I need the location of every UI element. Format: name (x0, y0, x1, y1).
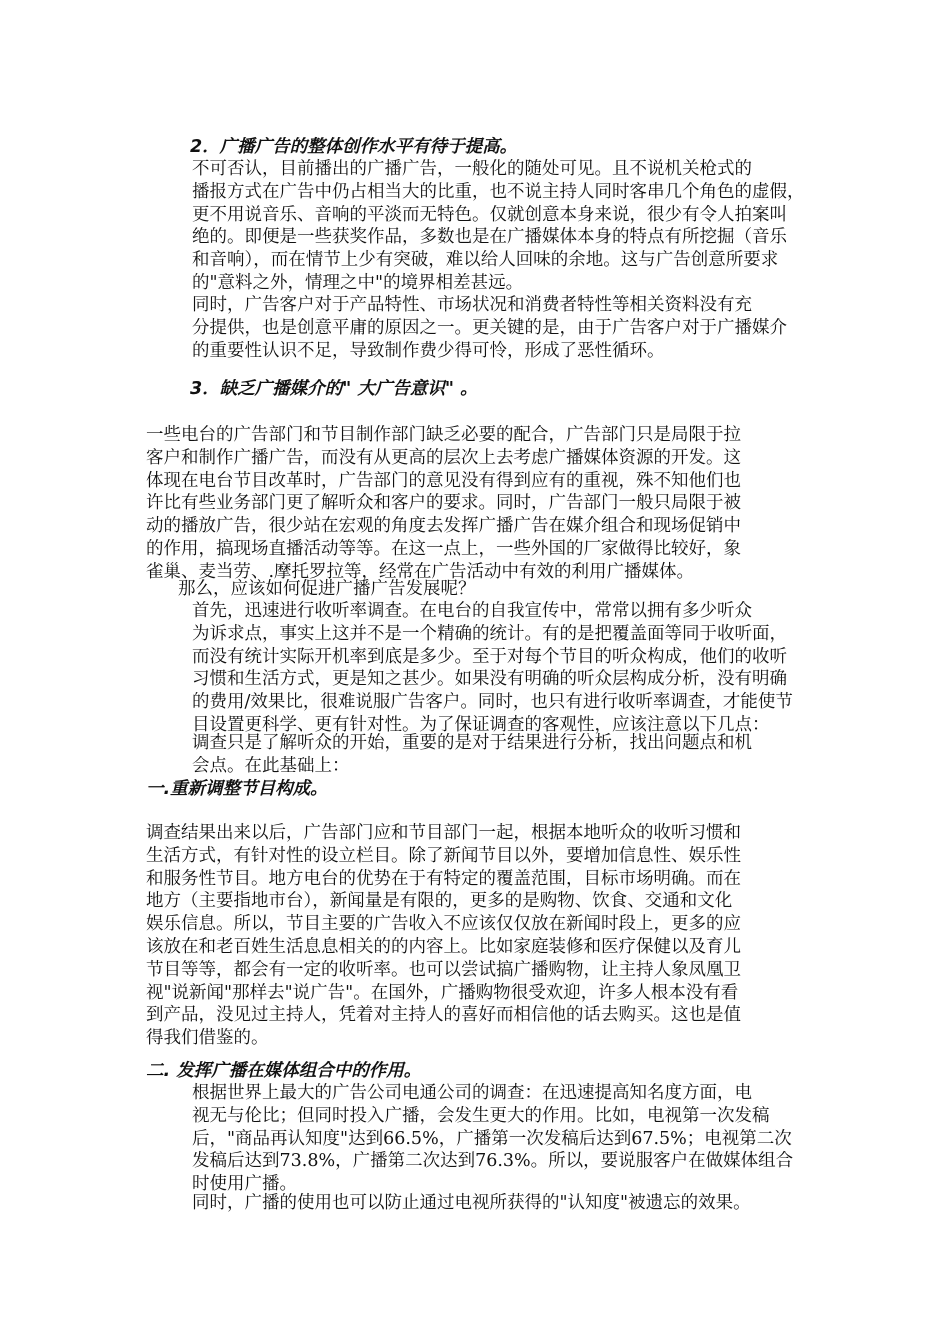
section-2-paragraph-2 (146, 294, 808, 362)
section-two-paragraph-2 (146, 1192, 808, 1215)
section-one-paragraph (146, 822, 808, 1050)
text-line: 视无与伦比；但同时投入广播，会发生更大的作用。比如，电视第一次发稿 (192, 1105, 770, 1126)
text-line: 习惯和生活方式，更是知之甚少。如果没有明确的听众层构成分析，没有明确 (192, 669, 787, 690)
text-line: 生活方式，有针对性的设立栏目。除了新闻节目以外，要增加信息性、娱乐性 (146, 845, 741, 866)
text-line: 会点。在此基础上： (192, 755, 350, 776)
text-line: 动的播放广告，很少站在宏观的角度去发挥广播广告在媒介组合和现场促销中 (146, 516, 741, 537)
text-line: 客户和制作广播广告，而没有从更高的层次上去考虑广播媒体资源的开发。这 (146, 447, 741, 468)
text-line: 而没有统计实际开机率到底是多少。至于对每个节目的听众构成，他们的收听 (192, 646, 787, 667)
text-line: 和服务性节目。地方电台的优势在于有特定的覆盖范围，目标市场明确。而在 (146, 868, 741, 889)
text-line: 后，"商品再认知度"达到66.5%，广播第一次发稿后达到67.5%；电视第二次 (192, 1128, 792, 1149)
section-3-paragraph-2 (146, 600, 808, 737)
text-line: 的费用/效果比，很难说服广告客户。同时，也只有进行收听率调查，才能使节 (192, 692, 793, 713)
text-line: 绝的。即便是一些获奖作品，多数也是在广播媒体本身的特点有所挖掘（音乐 (192, 227, 787, 248)
text-line: 节目等等，都会有一定的收听率。也可以尝试搞广播购物，让主持人象凤凰卫 (146, 959, 741, 980)
section-two-paragraph-1 (146, 1082, 808, 1196)
section-2-heading: 2．广播广告的整体创作水平有待于提高。 (190, 137, 518, 157)
text-line: 发稿后达到73.8%，广播第二次达到76.3%。所以，要说服客户在做媒体组合 (192, 1151, 794, 1172)
text-line: 体现在电台节目改革时，广告部门的意见没有得到应有的重视，殊不知他们也 (146, 470, 741, 491)
text-line: 同时，广告客户对于产品特性、市场状况和消费者特性等相关资料没有充 (192, 295, 752, 315)
text-line: 娱乐信息。所以，节目主要的广告收入不应该仅仅放在新闻时段上，更多的应 (146, 914, 741, 935)
text-line: 雀巢、麦当劳、.摩托罗拉等，经常在广告活动中有效的利用广播媒体。 (146, 561, 695, 582)
text-line: 和音响），而在情节上少有突破，难以给人回味的余地。这与广告创意所要求 (192, 250, 779, 271)
text-line: 不可否认，目前播出的广播广告，一般化的随处可见。且不说机关枪式的 (192, 159, 752, 179)
text-line: 时使用广播。 (192, 1174, 297, 1195)
section-two-heading: 二. 发挥广播在媒体组合中的作用。 (146, 1061, 422, 1081)
text-line: 更不用说音乐、音响的平淡而无特色。仅就创意本身来说，很少有令人拍案叫 (192, 204, 787, 225)
section-3-question: 那么，应该如何促进广播广告发展呢？ (178, 579, 476, 599)
text-line: 一些电台的广告部门和节目制作部门缺乏必要的配合，广告部门只是局限于拉 (146, 425, 741, 445)
text-line: 许比有些业务部门更了解听众和客户的要求。同时，广告部门一般只局限于被 (146, 493, 741, 514)
text-line: 为诉求点，事实上这并不是一个精确的统计。有的是把覆盖面等同于收听面， (192, 623, 787, 644)
text-line: 的作用，搞现场直播活动等等。在这一点上，一些外国的厂家做得比较好，象 (146, 538, 741, 559)
text-line: 播报方式在广告中仍占相当大的比重，也不说主持人同时客串几个角色的虚假， (192, 181, 805, 202)
text-line: 得我们借鉴的。 (146, 1028, 269, 1049)
text-line: 调查结果出来以后，广告部门应和节目部门一起，根据本地听众的收听习惯和 (146, 823, 741, 843)
text-line: 该放在和老百姓生活息息相关的的内容上。比如家庭装修和医疗保健以及育儿 (146, 936, 741, 957)
text-line: 同时，广播的使用也可以防止通过电视所获得的"认知度"被遗忘的效果。 (192, 1193, 751, 1213)
text-line: 根据世界上最大的广告公司电通公司的调查：在迅速提高知名度方面，电 (192, 1083, 752, 1103)
text-line: 到产品，没见过主持人，凭着对主持人的喜好而相信他的话去购买。这也是值 (146, 1005, 741, 1026)
text-line: 首先，迅速进行收听率调查。在电台的自我宣传中，常常以拥有多少听众 (192, 601, 752, 621)
text-line: 调查只是了解听众的开始，重要的是对于结果进行分析，找出问题点和机 (192, 733, 752, 753)
text-line: 地方（主要指地市台），新闻量是有限的，更多的是购物、饮食、交通和文化 (146, 891, 733, 912)
section-2-paragraph-1 (146, 158, 808, 295)
text-line: 的重要性认识不足，导致制作费少得可怜，形成了恶性循环。 (192, 340, 665, 361)
section-3-paragraph-3 (146, 732, 808, 778)
section-3-heading: 3．缺乏广播媒介的" 大广告意识" 。 (190, 379, 478, 399)
section-3-paragraph-1 (146, 424, 808, 584)
text-line: 目设置更科学、更有针对性。为了保证调查的客观性，应该注意以下几点： (192, 714, 770, 735)
text-line: 分提供，也是创意平庸的原因之一。更关键的是，由于广告客户对于广播媒介 (192, 317, 787, 338)
text-line: 视"说新闻"那样去"说广告"。在国外，广播购物很受欢迎，许多人根本没有看 (146, 982, 739, 1003)
text-line: 的"意料之外，情理之中"的境界相差甚远。 (192, 272, 524, 293)
section-one-heading: 一.重新调整节目构成。 (146, 779, 328, 799)
